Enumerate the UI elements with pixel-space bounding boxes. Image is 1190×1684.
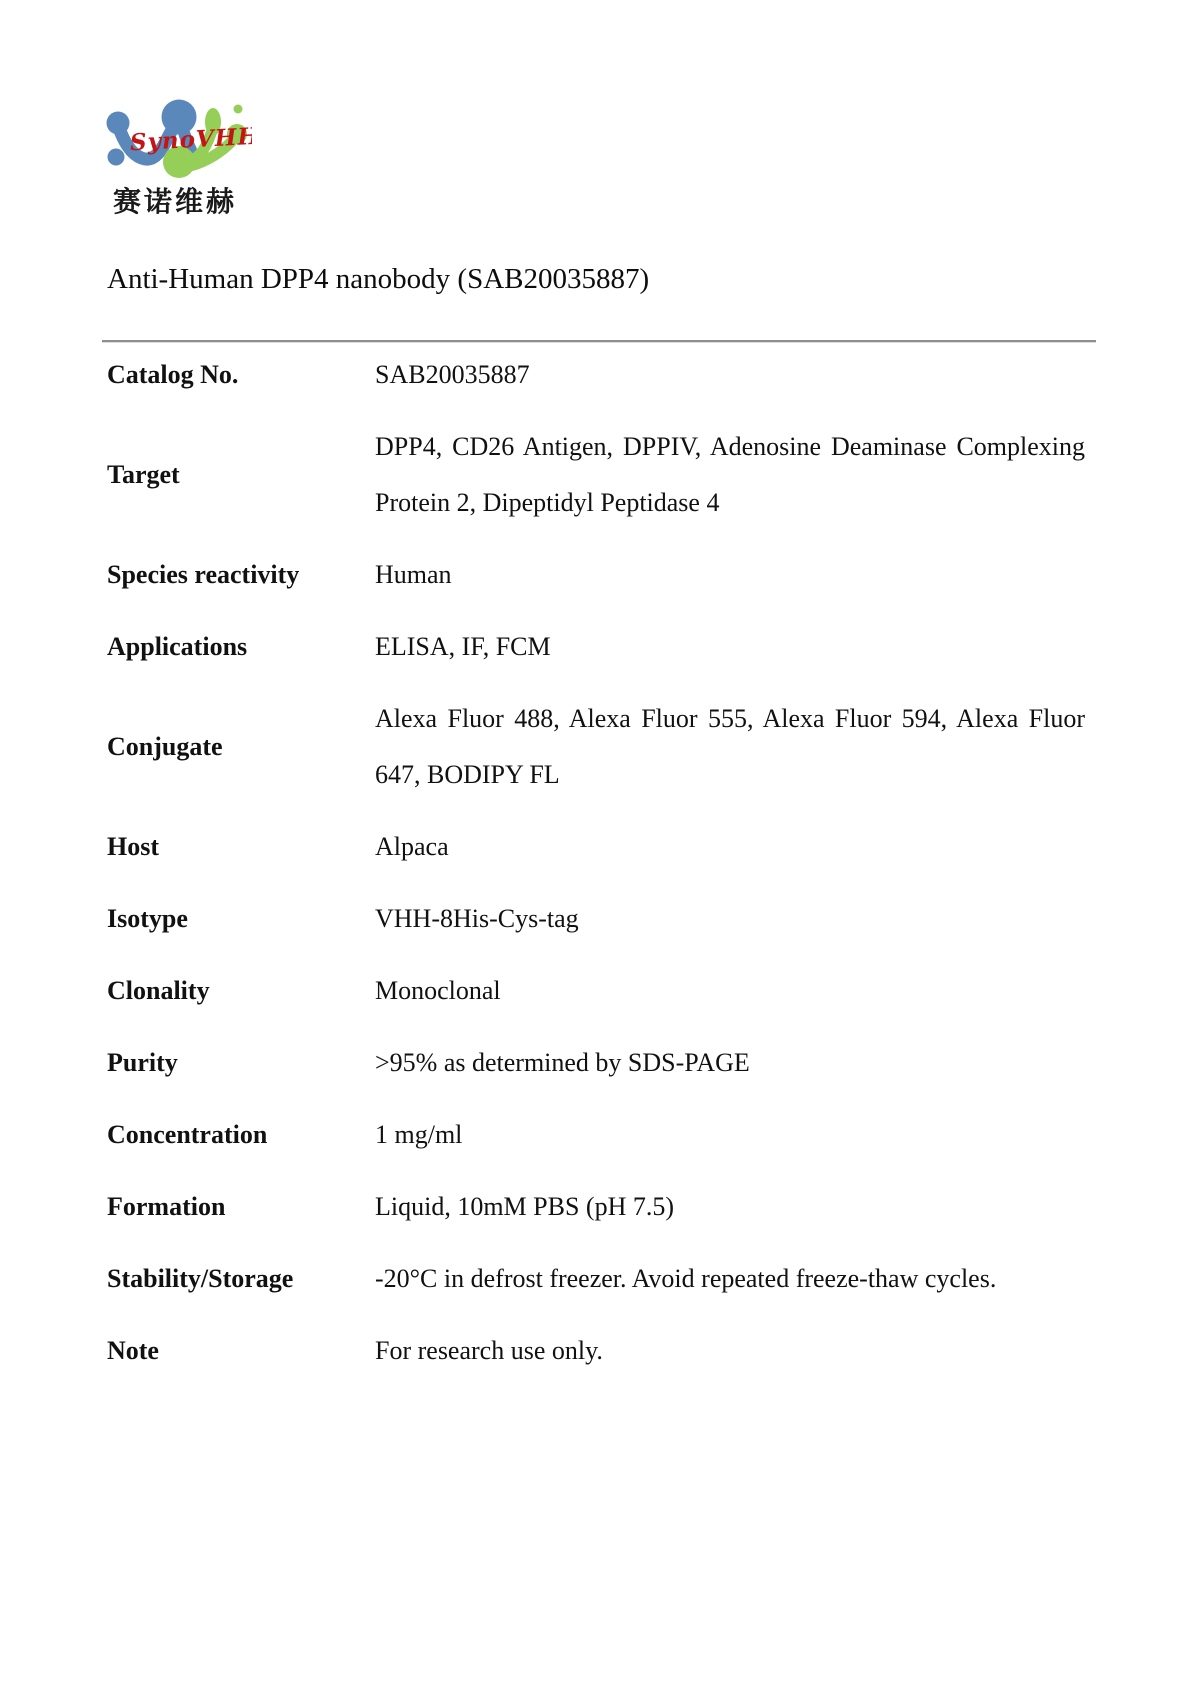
- spec-row: [107, 963, 1085, 1019]
- spec-value: Monoclonal: [375, 976, 501, 1005]
- spec-row: [107, 1107, 1085, 1163]
- spec-label: Isotype: [107, 904, 188, 933]
- spec-label: Purity: [107, 1048, 178, 1077]
- spec-value: ELISA, IF, FCM: [375, 632, 551, 661]
- spec-label: Catalog No.: [107, 360, 239, 389]
- title-divider: [102, 340, 1096, 343]
- spec-label: Stability/Storage: [107, 1264, 294, 1293]
- spec-value: Human: [375, 560, 452, 589]
- spec-label: Clonality: [107, 976, 210, 1005]
- brand-chinese-name: 赛诺维赫: [113, 186, 238, 217]
- spec-value: VHH-8His-Cys-tag: [375, 904, 579, 933]
- spec-value: SAB20035887: [375, 360, 530, 389]
- spec-label: Target: [107, 460, 180, 489]
- spec-label: Conjugate: [107, 732, 223, 761]
- spec-row: [107, 419, 1085, 531]
- brand-logo-icon: [100, 92, 252, 184]
- spec-row: [107, 1035, 1085, 1091]
- spec-row: [107, 691, 1085, 803]
- spec-row: [107, 347, 1085, 403]
- spec-row: [107, 547, 1085, 603]
- spec-row: [107, 1251, 1085, 1307]
- spec-label: Note: [107, 1336, 159, 1365]
- spec-row: [107, 619, 1085, 675]
- spec-label: Formation: [107, 1192, 226, 1221]
- spec-value: Alexa Fluor 488, Alexa Fluor 555, Alexa Fluor 594, Alexa Fluor 647, BODIPY FL: [375, 704, 1085, 789]
- spec-row: [107, 1179, 1085, 1235]
- spec-row: [107, 819, 1085, 875]
- page-title: Anti-Human DPP4 nanobody (SAB20035887): [107, 263, 650, 295]
- spec-label: Host: [107, 832, 159, 861]
- spec-value: -20°C in defrost freezer. Avoid repeated freeze-thaw cycles.: [375, 1264, 997, 1293]
- spec-value: Liquid, 10mM PBS (pH 7.5): [375, 1192, 675, 1221]
- spec-value: For research use only.: [375, 1336, 603, 1365]
- spec-label: Species reactivity: [107, 560, 300, 589]
- brand-logo: [100, 92, 252, 184]
- spec-row: [107, 1323, 1085, 1379]
- spec-value: 1 mg/ml: [375, 1120, 463, 1149]
- brand-text: SynoVHH: [129, 122, 252, 157]
- spec-table: [107, 347, 1085, 1395]
- spec-label: Applications: [107, 632, 248, 661]
- spec-row: [107, 891, 1085, 947]
- spec-value: Alpaca: [375, 832, 449, 861]
- spec-label: Concentration: [107, 1120, 268, 1149]
- spec-value: DPP4, CD26 Antigen, DPPIV, Adenosine Deaminase Complexing Protein 2, Dipeptidyl Peptidase 4: [375, 432, 1085, 517]
- spec-value: >95% as determined by SDS-PAGE: [375, 1048, 750, 1077]
